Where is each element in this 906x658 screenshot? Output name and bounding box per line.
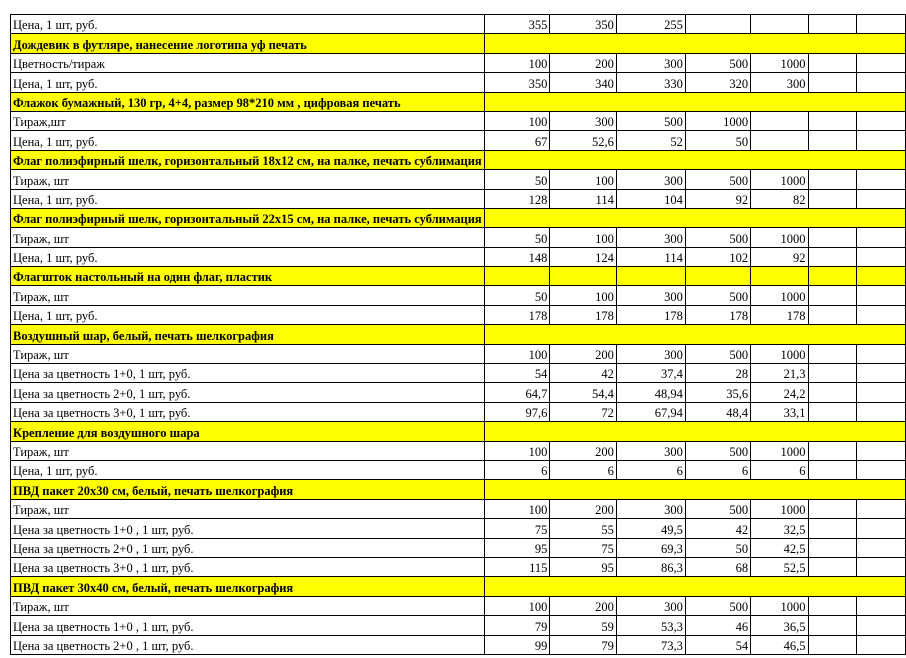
value-cell[interactable] xyxy=(808,286,857,305)
section-header-row xyxy=(11,325,906,344)
value-cell[interactable]: 6 xyxy=(685,460,750,479)
row-label[interactable]: Цена за цветность 1+0 , 1 шт, руб. xyxy=(11,519,485,538)
section-header-row xyxy=(11,577,906,596)
value-cell[interactable]: 50 xyxy=(685,538,750,557)
table-row xyxy=(11,402,906,421)
value-cell[interactable]: 100 xyxy=(550,286,616,305)
value-cell[interactable] xyxy=(857,519,906,538)
section-header-filler-cell[interactable] xyxy=(616,34,685,53)
value-cell[interactable]: 100 xyxy=(484,596,550,615)
section-header-row xyxy=(11,208,906,227)
value-cell[interactable]: 35,6 xyxy=(685,383,750,402)
section-header-filler-cell[interactable] xyxy=(751,577,808,596)
value-cell[interactable] xyxy=(857,635,906,654)
value-cell[interactable] xyxy=(751,131,808,150)
value-cell[interactable]: 200 xyxy=(550,499,616,518)
section-header-filler-cell[interactable] xyxy=(751,267,808,286)
value-cell[interactable] xyxy=(808,73,857,92)
value-cell[interactable]: 97,6 xyxy=(484,402,550,421)
section-header-filler-cell[interactable] xyxy=(484,150,550,169)
table-row xyxy=(11,15,906,34)
value-cell[interactable]: 68 xyxy=(685,557,750,576)
section-header-filler-cell[interactable] xyxy=(616,150,685,169)
value-cell[interactable]: 92 xyxy=(685,189,750,208)
section-header-filler-cell[interactable] xyxy=(550,325,616,344)
section-header-filler-cell[interactable] xyxy=(857,577,906,596)
section-header-filler-cell[interactable] xyxy=(857,267,906,286)
value-cell[interactable] xyxy=(857,73,906,92)
value-cell[interactable] xyxy=(751,15,808,34)
section-header-filler-cell[interactable] xyxy=(808,577,857,596)
value-cell[interactable] xyxy=(808,247,857,266)
value-cell[interactable] xyxy=(857,364,906,383)
section-title[interactable]: Воздушный шар, белый, печать шелкография xyxy=(11,325,485,344)
value-cell[interactable] xyxy=(857,111,906,130)
value-cell[interactable]: 100 xyxy=(484,441,550,460)
value-cell[interactable] xyxy=(808,15,857,34)
price-table xyxy=(10,14,906,655)
table-row xyxy=(11,286,906,305)
section-header-filler-cell[interactable] xyxy=(484,208,550,227)
row-label[interactable]: Цена за цветность 2+0 , 1 шт, руб. xyxy=(11,635,485,654)
table-row xyxy=(11,383,906,402)
value-cell[interactable] xyxy=(857,247,906,266)
value-cell[interactable]: 115 xyxy=(484,557,550,576)
value-cell[interactable]: 42,5 xyxy=(751,538,808,557)
value-cell[interactable]: 50 xyxy=(484,170,550,189)
section-header-filler-cell[interactable] xyxy=(550,422,616,441)
section-header-filler-cell[interactable] xyxy=(616,208,685,227)
row-label[interactable]: Тираж, шт xyxy=(11,499,485,518)
row-label[interactable]: Цена, 1 шт, руб. xyxy=(11,73,485,92)
section-header-filler-cell[interactable] xyxy=(550,577,616,596)
section-header-filler-cell[interactable] xyxy=(685,480,750,499)
value-cell[interactable]: 148 xyxy=(484,247,550,266)
value-cell[interactable]: 500 xyxy=(685,286,750,305)
section-header-row xyxy=(11,92,906,111)
value-cell[interactable] xyxy=(808,499,857,518)
section-header-filler-cell[interactable] xyxy=(484,480,550,499)
row-label[interactable]: Тираж, шт xyxy=(11,344,485,363)
row-label[interactable]: Цветность/тираж xyxy=(11,53,485,72)
value-cell[interactable]: 200 xyxy=(550,53,616,72)
value-cell[interactable] xyxy=(857,596,906,615)
value-cell[interactable]: 53,3 xyxy=(616,616,685,635)
value-cell[interactable]: 200 xyxy=(550,596,616,615)
section-header-filler-cell[interactable] xyxy=(685,325,750,344)
value-cell[interactable] xyxy=(857,189,906,208)
value-cell[interactable]: 300 xyxy=(616,441,685,460)
section-header-filler-cell[interactable] xyxy=(857,325,906,344)
section-header-filler-cell[interactable] xyxy=(808,208,857,227)
value-cell[interactable]: 46 xyxy=(685,616,750,635)
value-cell[interactable]: 86,3 xyxy=(616,557,685,576)
value-cell[interactable]: 300 xyxy=(616,344,685,363)
table-row xyxy=(11,170,906,189)
value-cell[interactable]: 300 xyxy=(616,170,685,189)
value-cell[interactable]: 6 xyxy=(550,460,616,479)
section-title[interactable]: Флагшток настольный на один флаг, пластик xyxy=(11,267,485,286)
value-cell[interactable] xyxy=(857,170,906,189)
value-cell[interactable]: 500 xyxy=(685,170,750,189)
value-cell[interactable]: 75 xyxy=(484,519,550,538)
value-cell[interactable]: 178 xyxy=(550,305,616,324)
value-cell[interactable] xyxy=(808,344,857,363)
value-cell[interactable]: 300 xyxy=(751,73,808,92)
section-header-filler-cell[interactable] xyxy=(484,325,550,344)
table-row xyxy=(11,131,906,150)
table-row xyxy=(11,499,906,518)
value-cell[interactable]: 69,3 xyxy=(616,538,685,557)
value-cell[interactable]: 67 xyxy=(484,131,550,150)
section-header-filler-cell[interactable] xyxy=(685,92,750,111)
value-cell[interactable] xyxy=(808,170,857,189)
value-cell[interactable] xyxy=(857,499,906,518)
table-row xyxy=(11,344,906,363)
value-cell[interactable]: 72 xyxy=(550,402,616,421)
value-cell[interactable]: 64,7 xyxy=(484,383,550,402)
value-cell[interactable]: 1000 xyxy=(751,53,808,72)
value-cell[interactable]: 1000 xyxy=(751,441,808,460)
section-header-row xyxy=(11,422,906,441)
value-cell[interactable]: 200 xyxy=(550,441,616,460)
row-label[interactable]: Цена за цветность 1+0 , 1 шт, руб. xyxy=(11,616,485,635)
value-cell[interactable] xyxy=(857,228,906,247)
value-cell[interactable]: 37,4 xyxy=(616,364,685,383)
value-cell[interactable]: 178 xyxy=(751,305,808,324)
section-title[interactable]: ПВД пакет 30х40 см, белый, печать шелкография xyxy=(11,577,485,596)
value-cell[interactable] xyxy=(808,460,857,479)
value-cell[interactable] xyxy=(808,596,857,615)
row-label[interactable]: Цена, 1 шт, руб. xyxy=(11,189,485,208)
section-header-filler-cell[interactable] xyxy=(751,480,808,499)
value-cell[interactable]: 100 xyxy=(484,53,550,72)
section-header-filler-cell[interactable] xyxy=(484,577,550,596)
value-cell[interactable]: 52 xyxy=(616,131,685,150)
value-cell[interactable]: 50 xyxy=(685,131,750,150)
row-label[interactable]: Цена за цветность 2+0, 1 шт, руб. xyxy=(11,383,485,402)
row-label[interactable]: Тираж,шт xyxy=(11,111,485,130)
value-cell[interactable]: 21,3 xyxy=(751,364,808,383)
value-cell[interactable]: 114 xyxy=(616,247,685,266)
section-header-filler-cell[interactable] xyxy=(808,325,857,344)
section-header-filler-cell[interactable] xyxy=(808,422,857,441)
value-cell[interactable] xyxy=(857,616,906,635)
section-header-filler-cell[interactable] xyxy=(751,208,808,227)
value-cell[interactable] xyxy=(808,402,857,421)
row-label[interactable]: Тираж, шт xyxy=(11,286,485,305)
value-cell[interactable]: 100 xyxy=(484,111,550,130)
value-cell[interactable]: 1000 xyxy=(751,499,808,518)
row-label[interactable]: Цена за цветность 2+0 , 1 шт, руб. xyxy=(11,538,485,557)
section-header-filler-cell[interactable] xyxy=(808,150,857,169)
section-header-filler-cell[interactable] xyxy=(685,267,750,286)
value-cell[interactable]: 340 xyxy=(550,73,616,92)
row-label[interactable]: Цена, 1 шт, руб. xyxy=(11,131,485,150)
value-cell[interactable]: 300 xyxy=(616,499,685,518)
value-cell[interactable]: 1000 xyxy=(751,596,808,615)
value-cell[interactable]: 178 xyxy=(685,305,750,324)
value-cell[interactable]: 48,94 xyxy=(616,383,685,402)
section-title[interactable]: Флаг полиэфирный шелк, горизонтальный 22x15 см, на палке, печать сублимация xyxy=(11,208,485,227)
section-header-filler-cell[interactable] xyxy=(857,422,906,441)
row-label[interactable]: Тираж, шт xyxy=(11,441,485,460)
section-header-filler-cell[interactable] xyxy=(616,267,685,286)
value-cell[interactable]: 55 xyxy=(550,519,616,538)
value-cell[interactable]: 178 xyxy=(616,305,685,324)
value-cell[interactable]: 48,4 xyxy=(685,402,750,421)
table-row xyxy=(11,635,906,654)
value-cell[interactable]: 100 xyxy=(484,499,550,518)
value-cell[interactable] xyxy=(857,286,906,305)
value-cell[interactable]: 500 xyxy=(685,344,750,363)
value-cell[interactable]: 500 xyxy=(685,441,750,460)
value-cell[interactable]: 42 xyxy=(685,519,750,538)
section-header-filler-cell[interactable] xyxy=(857,34,906,53)
value-cell[interactable]: 104 xyxy=(616,189,685,208)
value-cell[interactable]: 46,5 xyxy=(751,635,808,654)
value-cell[interactable]: 82 xyxy=(751,189,808,208)
value-cell[interactable]: 100 xyxy=(484,344,550,363)
value-cell[interactable] xyxy=(808,616,857,635)
value-cell[interactable] xyxy=(808,228,857,247)
value-cell[interactable] xyxy=(857,305,906,324)
value-cell[interactable] xyxy=(808,189,857,208)
price-table-body xyxy=(11,15,906,655)
section-title[interactable]: Дождевик в футляре, нанесение логотипа уф печать xyxy=(11,34,485,53)
value-cell[interactable] xyxy=(808,635,857,654)
section-header-row xyxy=(11,480,906,499)
value-cell[interactable] xyxy=(857,460,906,479)
value-cell[interactable]: 320 xyxy=(685,73,750,92)
value-cell[interactable]: 330 xyxy=(616,73,685,92)
value-cell[interactable] xyxy=(685,15,750,34)
value-cell[interactable] xyxy=(751,111,808,130)
value-cell[interactable] xyxy=(808,383,857,402)
value-cell[interactable]: 52,6 xyxy=(550,131,616,150)
value-cell[interactable]: 500 xyxy=(685,499,750,518)
value-cell[interactable]: 1000 xyxy=(751,170,808,189)
value-cell[interactable]: 6 xyxy=(751,460,808,479)
value-cell[interactable]: 75 xyxy=(550,538,616,557)
table-row xyxy=(11,364,906,383)
value-cell[interactable] xyxy=(857,383,906,402)
section-header-filler-cell[interactable] xyxy=(616,325,685,344)
value-cell[interactable]: 6 xyxy=(484,460,550,479)
row-label[interactable]: Цена, 1 шт, руб. xyxy=(11,15,485,34)
value-cell[interactable]: 49,5 xyxy=(616,519,685,538)
value-cell[interactable]: 24,2 xyxy=(751,383,808,402)
value-cell[interactable]: 79 xyxy=(484,616,550,635)
section-header-filler-cell[interactable] xyxy=(751,422,808,441)
value-cell[interactable]: 355 xyxy=(484,15,550,34)
section-header-filler-cell[interactable] xyxy=(857,208,906,227)
value-cell[interactable] xyxy=(857,15,906,34)
value-cell[interactable]: 99 xyxy=(484,635,550,654)
section-title[interactable]: ПВД пакет 20х30 см, белый, печать шелкография xyxy=(11,480,485,499)
value-cell[interactable] xyxy=(808,519,857,538)
value-cell[interactable]: 300 xyxy=(550,111,616,130)
table-row xyxy=(11,460,906,479)
row-label[interactable]: Цена, 1 шт, руб. xyxy=(11,460,485,479)
section-header-filler-cell[interactable] xyxy=(484,34,550,53)
value-cell[interactable]: 1000 xyxy=(751,344,808,363)
section-title[interactable]: Крепление для воздушного шара xyxy=(11,422,485,441)
value-cell[interactable]: 500 xyxy=(685,596,750,615)
section-header-filler-cell[interactable] xyxy=(808,480,857,499)
section-header-filler-cell[interactable] xyxy=(685,208,750,227)
value-cell[interactable]: 33,1 xyxy=(751,402,808,421)
section-header-filler-cell[interactable] xyxy=(550,34,616,53)
section-header-filler-cell[interactable] xyxy=(484,267,550,286)
value-cell[interactable]: 300 xyxy=(616,53,685,72)
value-cell[interactable] xyxy=(808,441,857,460)
section-header-filler-cell[interactable] xyxy=(616,480,685,499)
value-cell[interactable]: 300 xyxy=(616,596,685,615)
section-header-filler-cell[interactable] xyxy=(685,150,750,169)
row-label[interactable]: Тираж, шт xyxy=(11,170,485,189)
row-label[interactable]: Цена, 1 шт, руб. xyxy=(11,247,485,266)
row-label[interactable]: Цена за цветность 1+0, 1 шт, руб. xyxy=(11,364,485,383)
value-cell[interactable]: 54,4 xyxy=(550,383,616,402)
section-header-filler-cell[interactable] xyxy=(616,92,685,111)
table-row xyxy=(11,53,906,72)
value-cell[interactable]: 300 xyxy=(616,286,685,305)
table-row xyxy=(11,519,906,538)
row-label[interactable]: Цена за цветность 3+0 , 1 шт, руб. xyxy=(11,557,485,576)
value-cell[interactable]: 500 xyxy=(616,111,685,130)
value-cell[interactable] xyxy=(857,131,906,150)
section-header-filler-cell[interactable] xyxy=(685,34,750,53)
section-header-filler-cell[interactable] xyxy=(484,92,550,111)
value-cell[interactable]: 100 xyxy=(550,228,616,247)
value-cell[interactable]: 42 xyxy=(550,364,616,383)
section-header-row xyxy=(11,150,906,169)
table-row xyxy=(11,538,906,557)
value-cell[interactable]: 6 xyxy=(616,460,685,479)
value-cell[interactable]: 92 xyxy=(751,247,808,266)
value-cell[interactable]: 1000 xyxy=(685,111,750,130)
table-row xyxy=(11,73,906,92)
section-header-filler-cell[interactable] xyxy=(751,325,808,344)
section-header-filler-cell[interactable] xyxy=(550,267,616,286)
value-cell[interactable]: 300 xyxy=(616,228,685,247)
value-cell[interactable] xyxy=(808,305,857,324)
section-header-filler-cell[interactable] xyxy=(808,267,857,286)
section-header-filler-cell[interactable] xyxy=(751,150,808,169)
value-cell[interactable]: 52,5 xyxy=(751,557,808,576)
table-row xyxy=(11,596,906,615)
section-header-filler-cell[interactable] xyxy=(751,34,808,53)
section-header-filler-cell[interactable] xyxy=(685,577,750,596)
value-cell[interactable]: 255 xyxy=(616,15,685,34)
section-header-filler-cell[interactable] xyxy=(808,92,857,111)
section-header-filler-cell[interactable] xyxy=(484,422,550,441)
value-cell[interactable]: 100 xyxy=(550,170,616,189)
value-cell[interactable]: 200 xyxy=(550,344,616,363)
section-header-row xyxy=(11,34,906,53)
value-cell[interactable]: 54 xyxy=(484,364,550,383)
table-row xyxy=(11,189,906,208)
value-cell[interactable] xyxy=(808,538,857,557)
value-cell[interactable]: 54 xyxy=(685,635,750,654)
value-cell[interactable]: 102 xyxy=(685,247,750,266)
row-label[interactable]: Тираж, шт xyxy=(11,228,485,247)
row-label[interactable]: Цена, 1 шт, руб. xyxy=(11,305,485,324)
value-cell[interactable]: 124 xyxy=(550,247,616,266)
value-cell[interactable]: 28 xyxy=(685,364,750,383)
value-cell[interactable]: 73,3 xyxy=(616,635,685,654)
section-header-filler-cell[interactable] xyxy=(616,422,685,441)
table-row xyxy=(11,441,906,460)
value-cell[interactable]: 350 xyxy=(484,73,550,92)
table-row xyxy=(11,557,906,576)
row-label[interactable]: Цена за цветность 3+0, 1 шт, руб. xyxy=(11,402,485,421)
value-cell[interactable] xyxy=(857,402,906,421)
value-cell[interactable] xyxy=(857,53,906,72)
value-cell[interactable]: 128 xyxy=(484,189,550,208)
value-cell[interactable]: 59 xyxy=(550,616,616,635)
value-cell[interactable] xyxy=(808,131,857,150)
section-title[interactable]: Флажок бумажный, 130 гр, 4+4, размер 98*210 мм , цифровая печать xyxy=(11,92,485,111)
section-header-filler-cell[interactable] xyxy=(857,92,906,111)
section-header-filler-cell[interactable] xyxy=(550,208,616,227)
section-header-filler-cell[interactable] xyxy=(751,92,808,111)
value-cell[interactable] xyxy=(857,538,906,557)
value-cell[interactable]: 36,5 xyxy=(751,616,808,635)
value-cell[interactable]: 79 xyxy=(550,635,616,654)
section-header-filler-cell[interactable] xyxy=(685,422,750,441)
section-header-filler-cell[interactable] xyxy=(550,92,616,111)
value-cell[interactable]: 500 xyxy=(685,228,750,247)
value-cell[interactable] xyxy=(857,441,906,460)
value-cell[interactable]: 114 xyxy=(550,189,616,208)
section-header-filler-cell[interactable] xyxy=(550,150,616,169)
value-cell[interactable]: 178 xyxy=(484,305,550,324)
table-row xyxy=(11,228,906,247)
value-cell[interactable] xyxy=(808,557,857,576)
value-cell[interactable]: 32,5 xyxy=(751,519,808,538)
row-label[interactable]: Тираж, шт xyxy=(11,596,485,615)
value-cell[interactable]: 50 xyxy=(484,286,550,305)
section-header-filler-cell[interactable] xyxy=(616,577,685,596)
table-row xyxy=(11,305,906,324)
value-cell[interactable]: 95 xyxy=(550,557,616,576)
value-cell[interactable] xyxy=(857,344,906,363)
section-header-filler-cell[interactable] xyxy=(808,34,857,53)
value-cell[interactable] xyxy=(808,111,857,130)
value-cell[interactable]: 67,94 xyxy=(616,402,685,421)
value-cell[interactable]: 500 xyxy=(685,53,750,72)
section-header-filler-cell[interactable] xyxy=(857,480,906,499)
value-cell[interactable]: 1000 xyxy=(751,228,808,247)
value-cell[interactable]: 1000 xyxy=(751,286,808,305)
value-cell[interactable] xyxy=(808,53,857,72)
section-header-filler-cell[interactable] xyxy=(857,150,906,169)
table-row xyxy=(11,111,906,130)
section-header-filler-cell[interactable] xyxy=(550,480,616,499)
value-cell[interactable]: 50 xyxy=(484,228,550,247)
section-header-row xyxy=(11,267,906,286)
value-cell[interactable]: 350 xyxy=(550,15,616,34)
table-row xyxy=(11,616,906,635)
value-cell[interactable] xyxy=(857,557,906,576)
value-cell[interactable] xyxy=(808,364,857,383)
section-title[interactable]: Флаг полиэфирный шелк, горизонтальный 18x12 см, на палке, печать сублимация xyxy=(11,150,485,169)
table-row xyxy=(11,247,906,266)
value-cell[interactable]: 95 xyxy=(484,538,550,557)
